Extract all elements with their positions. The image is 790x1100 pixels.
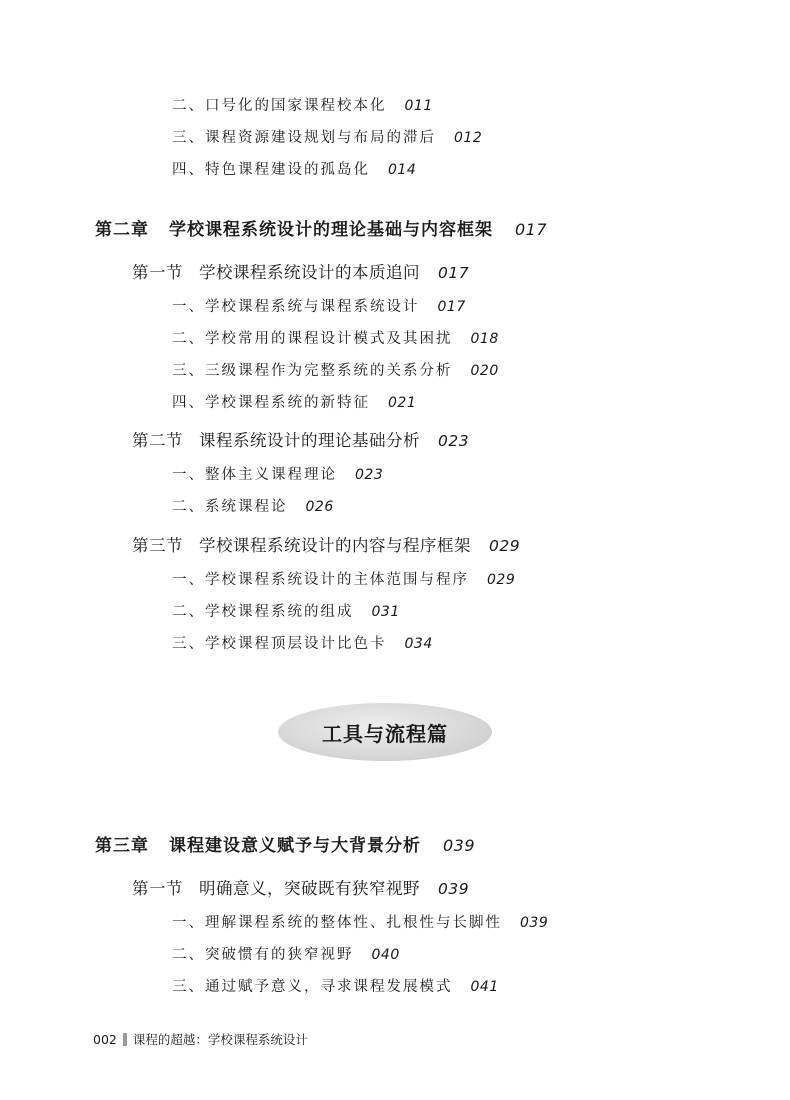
entry-title: 四、特色课程建设的孤岛化	[172, 162, 370, 178]
toc-entry	[172, 632, 433, 653]
toc-entry	[172, 359, 499, 380]
page-number: 039	[520, 915, 549, 931]
toc-entry	[172, 158, 416, 179]
page-number: 017	[437, 299, 466, 315]
page-number: 039	[438, 880, 470, 898]
page-number: 041	[470, 979, 499, 995]
page-number: 012	[454, 130, 483, 146]
page-number: 040	[371, 947, 400, 963]
page-number: 029	[489, 537, 521, 555]
page-number: 021	[388, 395, 417, 411]
footer-page-number: 002	[93, 1032, 117, 1047]
toc-entry	[172, 911, 548, 932]
chapter-heading	[95, 215, 547, 240]
entry-title: 一、学校课程系统与课程系统设计	[172, 299, 420, 315]
page-number: 011	[404, 98, 433, 114]
footer-separator	[123, 1033, 127, 1046]
section-title: 课程系统设计的理论基础分析	[199, 431, 420, 450]
toc-entry	[172, 568, 515, 589]
page-footer	[93, 1030, 308, 1048]
toc-entry	[172, 94, 433, 115]
page-number: 020	[470, 363, 499, 379]
page-number: 029	[487, 572, 516, 588]
entry-title: 一、整体主义课程理论	[172, 467, 337, 483]
section-title: 学校课程系统设计的本质追问	[199, 263, 420, 282]
entry-title: 三、三级课程作为完整系统的关系分析	[172, 363, 453, 379]
toc-entry	[172, 126, 482, 147]
page-number: 031	[371, 604, 400, 620]
page-number: 018	[470, 331, 499, 347]
chapter-title: 学校课程系统设计的理论基础与内容框架	[169, 220, 493, 240]
toc-entry	[172, 463, 383, 484]
entry-title: 二、突破惯有的狭窄视野	[172, 947, 354, 963]
entry-title: 二、系统课程论	[172, 499, 288, 515]
toc-entry	[172, 495, 334, 516]
part-title-badge	[278, 703, 492, 761]
page-number: 034	[404, 636, 433, 652]
page-number: 026	[305, 499, 334, 515]
toc-entry	[172, 295, 466, 316]
toc-entry	[172, 391, 416, 412]
chapter-number: 第三章	[95, 836, 149, 856]
entry-title: 一、理解课程系统的整体性、扎根性与长脚性	[172, 915, 502, 931]
entry-title: 三、课程资源建设规划与布局的滞后	[172, 130, 436, 146]
entry-title: 三、通过赋予意义，寻求课程发展模式	[172, 979, 453, 995]
section-number: 第三节	[132, 536, 183, 555]
toc-entry	[172, 600, 400, 621]
page-number: 014	[388, 162, 417, 178]
toc-entry	[172, 975, 499, 996]
section-number: 第一节	[132, 879, 183, 898]
chapter-number: 第二章	[95, 220, 149, 240]
entry-title: 四、学校课程系统的新特征	[172, 395, 370, 411]
entry-title: 二、口号化的国家课程校本化	[172, 98, 387, 114]
entry-title: 二、学校课程系统的组成	[172, 604, 354, 620]
section-title: 学校课程系统设计的内容与程序框架	[199, 536, 471, 555]
toc-entry	[172, 943, 400, 964]
section-heading	[132, 259, 469, 283]
section-number: 第一节	[132, 263, 183, 282]
page-number: 023	[438, 432, 470, 450]
entry-title: 二、学校常用的课程设计模式及其困扰	[172, 331, 453, 347]
page-number: 017	[438, 264, 470, 282]
section-heading	[132, 532, 520, 556]
footer-book-title: 课程的超越：学校课程系统设计	[132, 1032, 308, 1047]
toc-entry	[172, 327, 499, 348]
section-heading	[132, 427, 469, 451]
entry-title: 一、学校课程系统设计的主体范围与程序	[172, 572, 469, 588]
page-number: 017	[515, 220, 548, 239]
page-number: 023	[355, 467, 384, 483]
part-title: 工具与流程篇	[322, 721, 448, 746]
page-number: 039	[443, 836, 476, 855]
section-heading	[132, 875, 469, 899]
chapter-heading	[95, 831, 475, 856]
chapter-title: 课程建设意义赋予与大背景分析	[169, 836, 421, 856]
section-number: 第二节	[132, 431, 183, 450]
entry-title: 三、学校课程顶层设计比色卡	[172, 636, 387, 652]
section-title: 明确意义，突破既有狭窄视野	[199, 879, 420, 898]
